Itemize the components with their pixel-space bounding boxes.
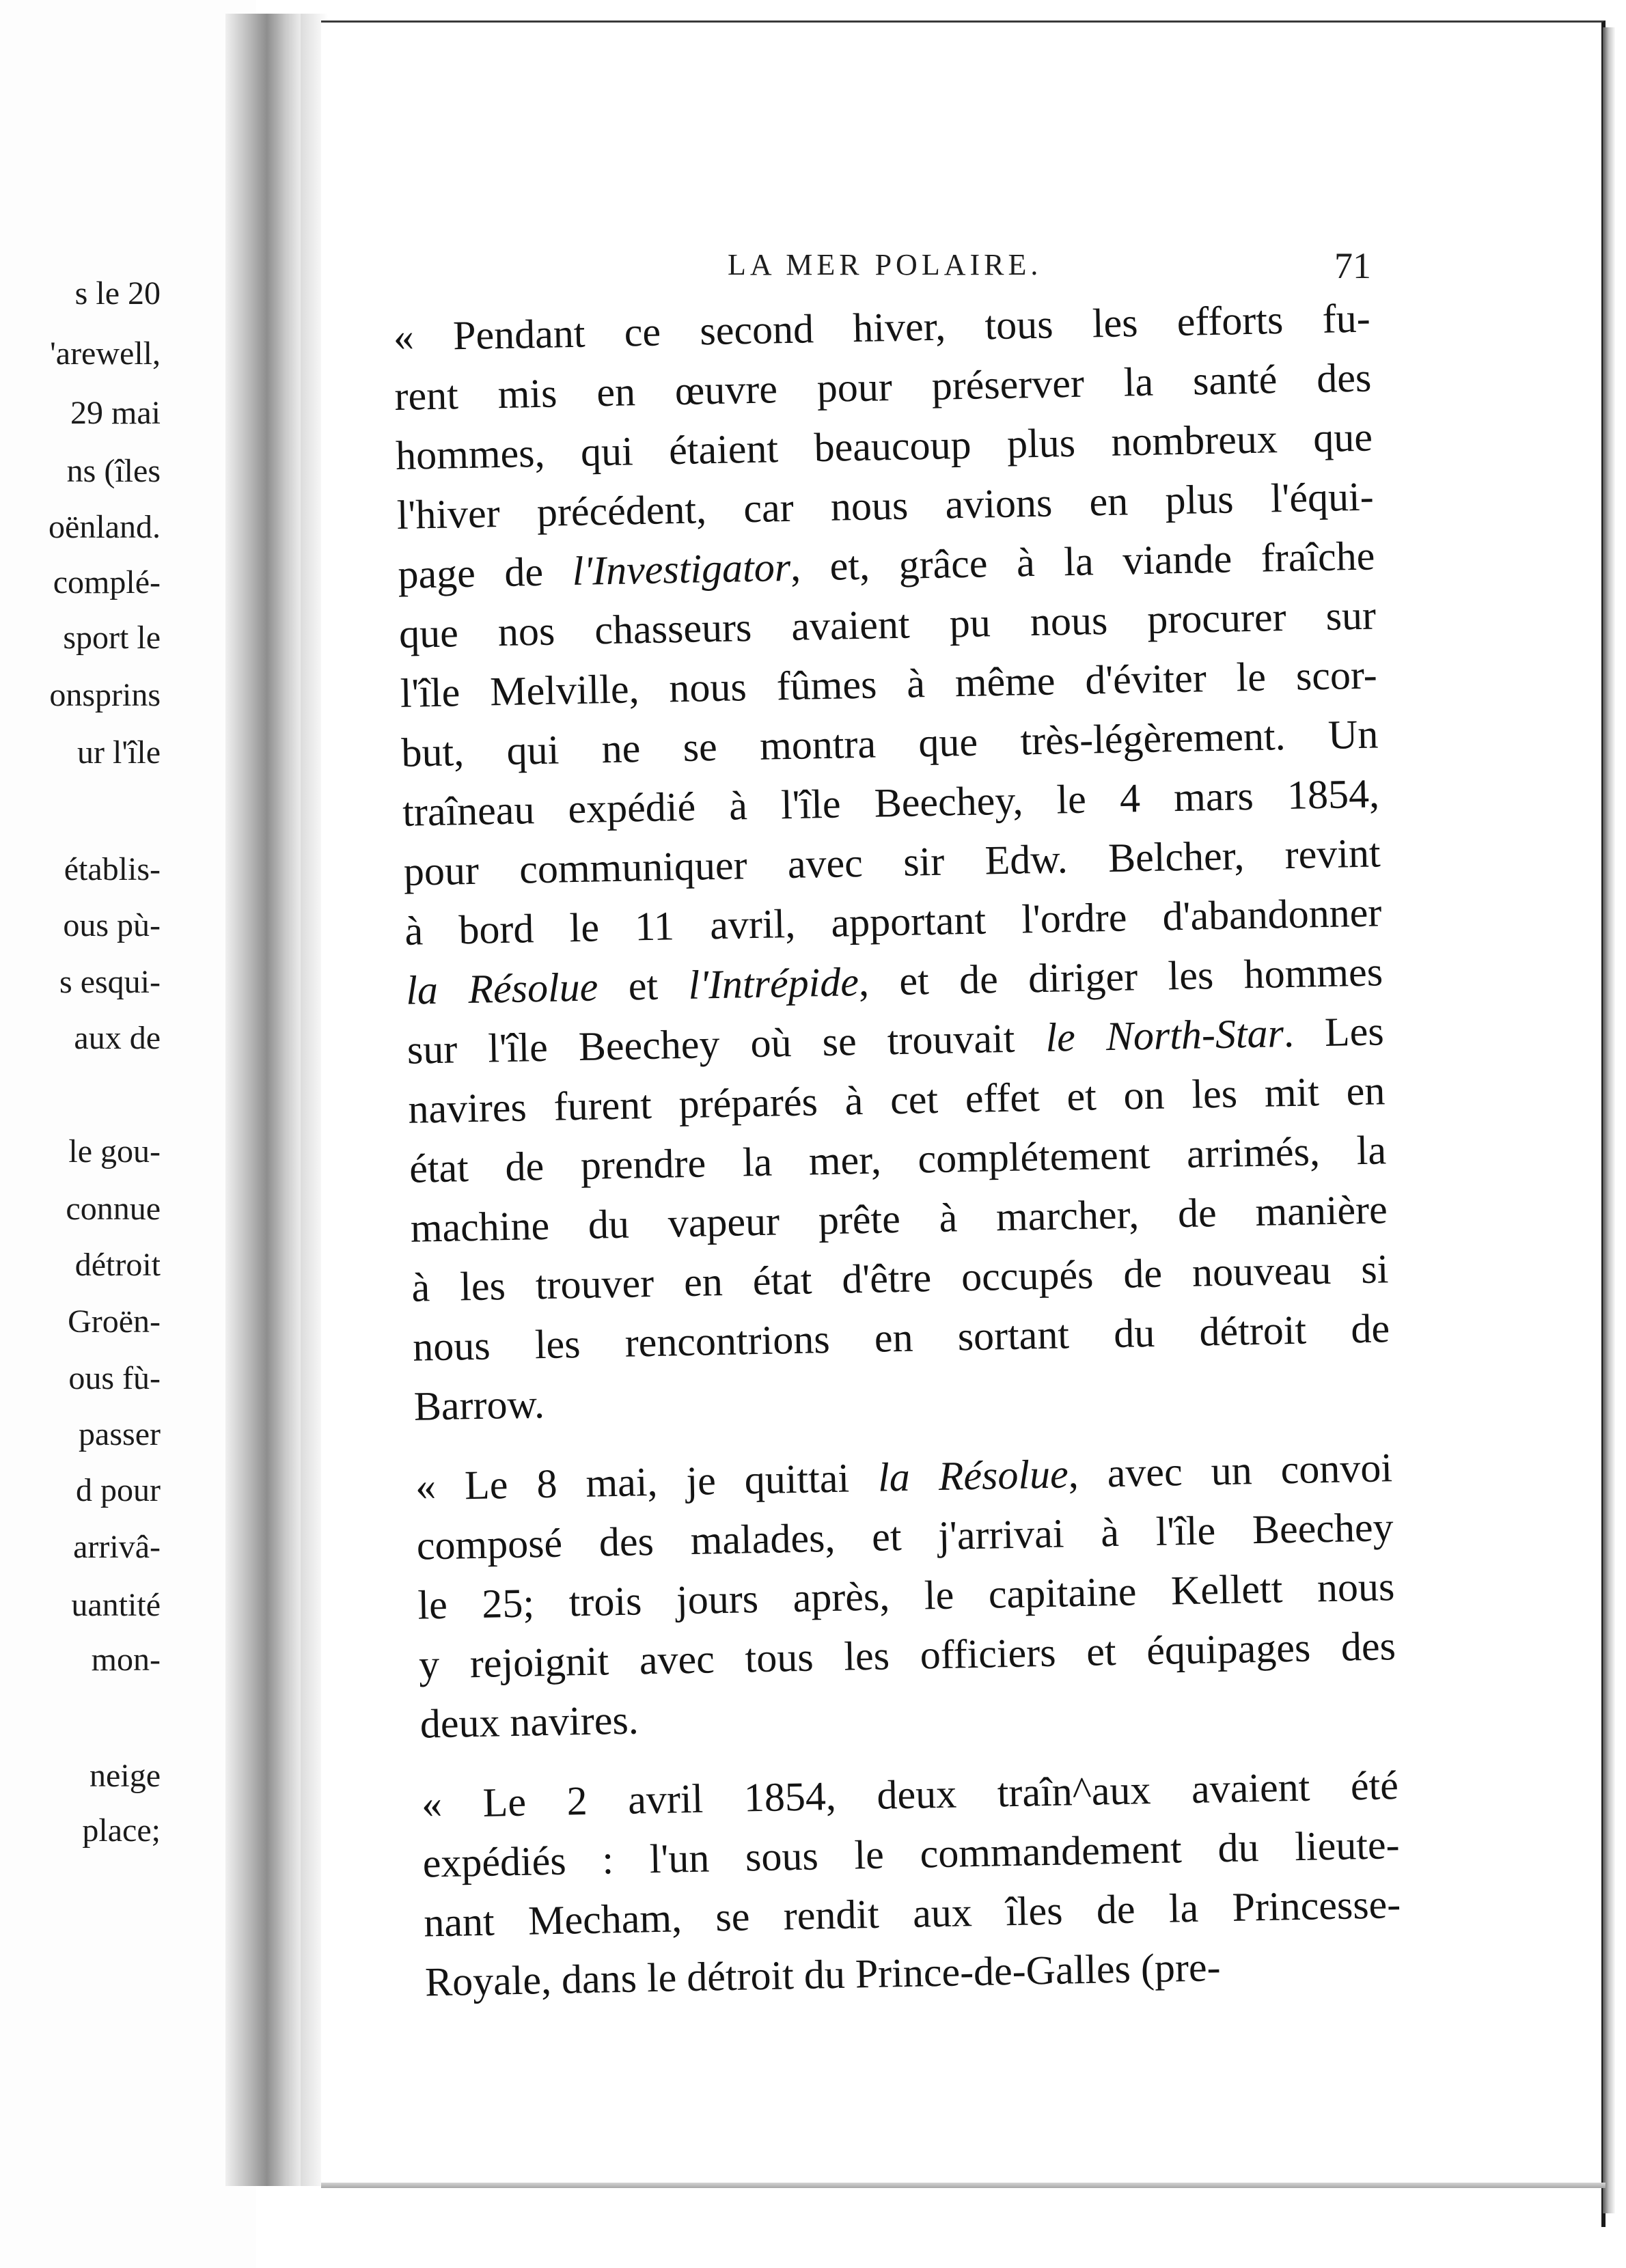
left-page-line: oënland. xyxy=(49,509,161,545)
paragraph xyxy=(393,289,1391,1437)
text-run: rent mis en œuvre pour préserver la santé des xyxy=(394,355,1372,419)
book-gutter-shadow xyxy=(225,14,301,2186)
text-run: . Les xyxy=(1283,1008,1385,1056)
left-page-line: ur l'île xyxy=(77,734,161,771)
text-run: « Pendant ce second hiver, tous les efforts fu- xyxy=(393,295,1371,359)
text-run: état de prendre la mer, complétement arrimés, la xyxy=(409,1127,1387,1191)
paragraph xyxy=(415,1438,1397,1754)
left-page-line: mon- xyxy=(91,1642,161,1678)
left-page-line: établis- xyxy=(64,851,161,887)
left-page-line: ous fù- xyxy=(68,1360,161,1396)
paragraph xyxy=(421,1756,1402,2012)
left-page-line: détroit xyxy=(74,1247,161,1283)
page-outer-edge xyxy=(1603,27,1615,2213)
italic-title: la Résolue xyxy=(405,964,598,1013)
text-run: , et de diriger les hommes xyxy=(858,949,1383,1005)
left-page-line: complé- xyxy=(53,564,161,600)
text-run: l'île Melville, nous fûmes à même d'éviter le scor- xyxy=(400,652,1378,716)
text-run: machine du vapeur prête à marcher, de manière xyxy=(410,1187,1388,1251)
left-page-line: ous pù- xyxy=(63,907,161,943)
italic-title: l'Investigator xyxy=(571,544,791,594)
text-run: sur l'île Beechey où se trouvait xyxy=(406,1014,1047,1073)
page-number: 71 xyxy=(1334,245,1371,286)
text-run: Royale, dans le détroit du Prince-de-Galles (pre- xyxy=(424,1944,1222,2005)
left-page-line: 'arewell, xyxy=(50,335,161,372)
text-run: l'hiver précédent, car nous avions en plus l'équi- xyxy=(396,473,1375,538)
page-bottom-edge xyxy=(321,2183,1606,2188)
text-run: but, qui ne se montra que très-légèrement. Un xyxy=(400,711,1379,775)
text-run: « Le 2 avril 1854, deux traîn^aux avaient été xyxy=(421,1762,1399,1827)
text-run: deux navires. xyxy=(419,1697,639,1747)
body-text xyxy=(393,289,1403,2013)
left-page-line: sport le xyxy=(63,620,161,656)
text-run: nant Mecham, se rendit aux îles de la Princesse- xyxy=(423,1881,1401,1946)
text-run: le 25; trois jours après, le capitaine Kellett nous xyxy=(417,1564,1395,1628)
left-page-line: onsprins xyxy=(49,677,161,713)
text-run: Barrow. xyxy=(413,1381,545,1429)
text-run: expédiés : l'un sous le commandement du lieute- xyxy=(422,1822,1401,1886)
text-run: que nos chasseurs avaient pu nous procurer sur xyxy=(398,592,1377,656)
text-run: pour communiquer avec sir Edw. Belcher, revint xyxy=(403,830,1381,894)
text-run: y rejoignit avec tous les officiers et équipages des xyxy=(418,1623,1396,1687)
text-run: « Le 8 mai, je quittai xyxy=(415,1454,879,1509)
text-run: composé des malades, et j'arrivai à l'île Beechey xyxy=(416,1504,1394,1568)
text-run: à les trouver en état d'être occupés de nouveau si xyxy=(411,1246,1389,1310)
left-page-line: arrivâ- xyxy=(73,1529,161,1565)
left-page-line: Groën- xyxy=(68,1303,161,1340)
left-page-line: s le 20 xyxy=(74,275,161,312)
left-page-fragment xyxy=(0,0,256,2268)
left-page-line: ns (îles xyxy=(66,453,161,489)
text-run: navires furent préparés à cet effet et on les mit en xyxy=(407,1068,1386,1132)
left-page-line: passer xyxy=(79,1416,161,1452)
left-page-line: s esqui- xyxy=(59,964,161,1000)
left-page-line: neige xyxy=(89,1758,161,1794)
italic-title: l'Intrépide xyxy=(687,959,859,1008)
italic-title: le North-Star xyxy=(1045,1010,1284,1060)
text-run: , avec un convoi xyxy=(1068,1445,1393,1497)
left-page-line: le gou- xyxy=(68,1133,161,1170)
left-page-line: place; xyxy=(82,1812,161,1849)
text-run: à bord le 11 avril, apportant l'ordre d'abandonner xyxy=(404,889,1382,954)
left-page-line: connue xyxy=(66,1191,161,1227)
text-run: nous les rencontrions en sortant du détroit de xyxy=(412,1305,1390,1370)
text-run: traîneau expédié à l'île Beechey, le 4 mars 1854, xyxy=(402,771,1380,835)
left-page-line: d pour xyxy=(76,1472,161,1508)
left-page-line: 29 mai xyxy=(70,395,161,431)
text-run: et xyxy=(597,962,689,1010)
running-head: LA MER POLAIRE. xyxy=(728,248,1043,281)
italic-title: la Résolue xyxy=(877,1451,1069,1500)
left-page-line: aux de xyxy=(74,1020,161,1056)
text-run: page de xyxy=(397,549,573,597)
text-run: hommes, qui étaient beaucoup plus nombreux que xyxy=(395,414,1373,478)
text-run: , et, grâce à la viande fraîche xyxy=(790,533,1375,590)
left-page-line: uantité xyxy=(71,1587,161,1623)
